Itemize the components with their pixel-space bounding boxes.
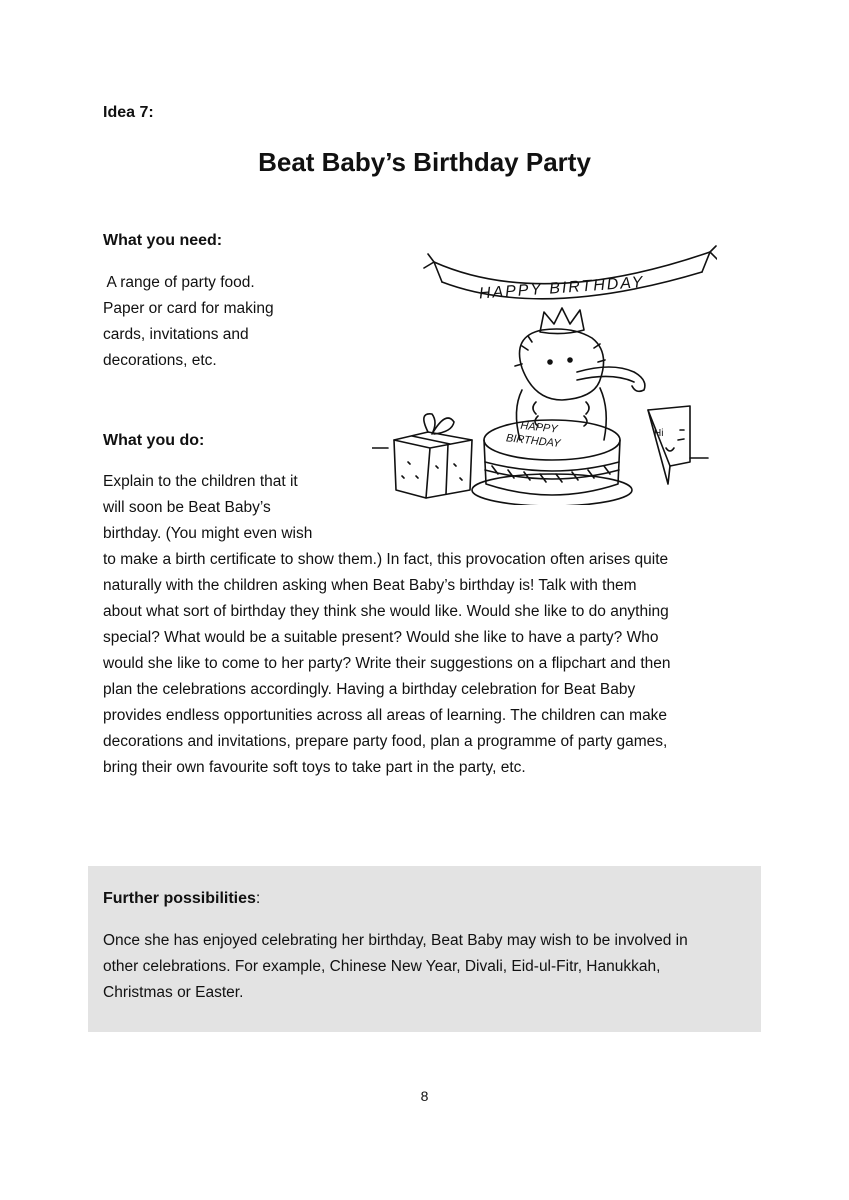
head bbox=[520, 329, 604, 400]
gift bbox=[372, 414, 472, 498]
further-line: Christmas or Easter. bbox=[103, 984, 244, 1001]
do-line: birthday. (You might even wish bbox=[103, 525, 313, 542]
do-line: would she like to come to her party? Write their suggestions on a flipchart and then bbox=[103, 655, 671, 672]
do-line: about what sort of birthday they think she would like. Would she like to do anything bbox=[103, 603, 669, 620]
idea-label: Idea 7: bbox=[103, 104, 154, 121]
do-line: plan the celebrations accordingly. Having a birthday celebration for Beat Baby bbox=[103, 681, 636, 698]
further-box bbox=[88, 866, 761, 1032]
birthday-illustration bbox=[372, 240, 717, 505]
do-line: special? What would be a suitable present? Would she like to have a party? Who bbox=[103, 629, 659, 646]
party-blower bbox=[577, 367, 645, 391]
do-line: will soon be Beat Baby’s bbox=[103, 499, 271, 516]
banner-text: HAPPY BIRTHDAY bbox=[478, 273, 646, 303]
do-line: bring their own favourite soft toys to take part in the party, etc. bbox=[103, 759, 526, 776]
need-heading: What you need: bbox=[103, 232, 223, 249]
do-line: naturally with the children asking when Beat Baby’s birthday is! Talk with them bbox=[103, 577, 637, 594]
need-line: A range of party food. bbox=[103, 274, 255, 291]
card-text: Hi bbox=[654, 428, 664, 439]
page-title: Beat Baby’s Birthday Party bbox=[258, 147, 591, 177]
need-line: decorations, etc. bbox=[103, 352, 217, 369]
do-line: decorations and invitations, prepare party food, plan a programme of party games, bbox=[103, 733, 668, 750]
birthday-card bbox=[648, 406, 708, 484]
need-line: Paper or card for making bbox=[103, 300, 274, 317]
further-heading-colon: : bbox=[255, 890, 261, 907]
further-line: other celebrations. For example, Chinese New Year, Divali, Eid-ul-Fitr, Hanukkah, bbox=[103, 958, 661, 975]
further-heading bbox=[103, 890, 260, 908]
banner bbox=[424, 246, 717, 302]
need-list bbox=[103, 270, 333, 374]
further-line: Once she has enjoyed celebrating her birthday, Beat Baby may wish to be involved in bbox=[103, 932, 688, 949]
need-line: cards, invitations and bbox=[103, 326, 249, 343]
do-body bbox=[103, 469, 753, 781]
further-heading-text: Further possibilities bbox=[103, 890, 256, 907]
further-text bbox=[103, 928, 753, 1006]
cake bbox=[472, 420, 632, 505]
do-line: to make a birth certificate to show them.) In fact, this provocation often arises quite bbox=[103, 551, 669, 568]
do-heading: What you do: bbox=[103, 432, 205, 449]
do-line: Explain to the children that it bbox=[103, 473, 298, 490]
cake-text-2: BIRTHDAY bbox=[505, 432, 561, 450]
cake-text-1: HAPPY bbox=[519, 419, 559, 436]
do-line: provides endless opportunities across all areas of learning. The children can make bbox=[103, 707, 668, 724]
page-number: 8 bbox=[420, 1088, 429, 1104]
